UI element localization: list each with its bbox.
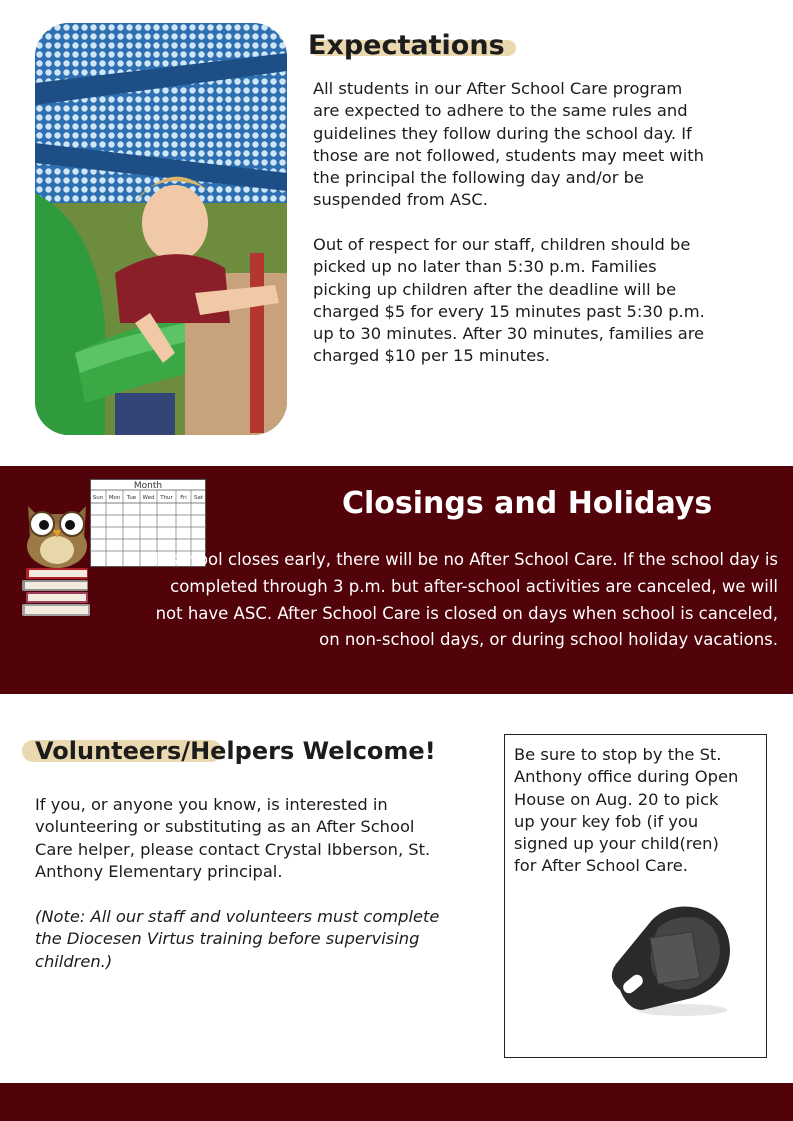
calendar-day-wed: Wed	[142, 495, 155, 501]
calendar-day-sat: Sat	[193, 495, 204, 501]
volunteers-note: (Note: All our staff and volunteers must complete the Diocesen Virtus training before supervising children.)	[35, 907, 440, 971]
key-fob-icon	[600, 898, 740, 1018]
calendar-day-thur: Thur	[160, 495, 173, 501]
footer-band	[0, 1083, 793, 1121]
calendar-month-label: Month	[133, 481, 163, 491]
owl-on-books-icon	[20, 500, 94, 624]
closings-title: Closings and Holidays	[342, 486, 713, 521]
calendar-day-fri: Fri	[180, 495, 187, 501]
volunteers-paragraph: If you, or anyone you know, is interested in volunteering or substituting as an After School Care helper, please contact Crystal Ibberson, St. Anthony Elementary principal.	[35, 795, 431, 881]
volunteers-title: Volunteers/Helpers Welcome!	[35, 737, 436, 765]
key-fob-text: Be sure to stop by the St. Anthony office during Open House on Aug. 20 to pick up your key fob (if you signed up your child(ren) for After School Care.	[514, 745, 739, 876]
child-playground-photo	[35, 23, 287, 435]
expectations-paragraph-rules: All students in our After School Care program are expected to adhere to the same rules and guidelines they follow during the school day. If those are not followed, students may meet with the principal the following day and/or be suspended from ASC.	[313, 79, 704, 210]
expectations-title: Expectations	[308, 30, 505, 61]
expectations-paragraph-pickup: Out of respect for our staff, children should be picked up no later than 5:30 p.m. Families picking up children after the deadline will be charged $5 for every 15 minutes past 5:30 p.m. up to 30 minutes. After 30 minutes, families are charged $10 per 15 minutes.	[313, 235, 705, 366]
closings-paragraph: If school closes early, there will be no After School Care. If the school day is completed through 3 p.m. but after-school activities are canceled, we will not have ASC. After School Care is closed on days when school is canceled, on non-school days, or during school holiday vacations.	[153, 550, 778, 650]
calendar-day-tue: Tue	[126, 495, 137, 501]
calendar-day-sun: Sun	[92, 495, 104, 501]
calendar-day-mon: Mon	[108, 495, 121, 501]
